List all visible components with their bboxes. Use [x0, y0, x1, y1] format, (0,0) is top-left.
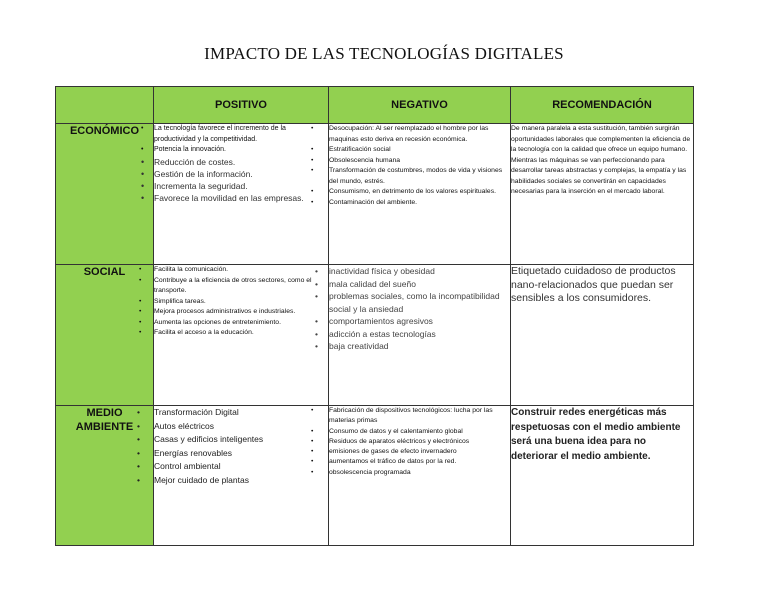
list-item: • La tecnología favorece el incremento de la productividad y la competitividad. — [154, 124, 328, 145]
list-item: • Residuos de aparatos eléctricos y electrónicos — [329, 437, 510, 447]
row-label-social: SOCIAL — [56, 265, 154, 406]
list-item: • Reducción de costes. — [154, 156, 328, 168]
cell-medio-ambiente-recomendacion: Construir redes energéticas más respetuosas con el medio ambiente será una buena idea para no deteriorar el medio ambiente. — [511, 406, 694, 546]
list-item: • comportamientos agresivos — [329, 315, 510, 328]
cell-economico-negativo — [329, 124, 511, 265]
cell-social-recomendacion: Etiquetado cuidadoso de productos nano-relacionados que puedan ser sensibles a los consumidores. — [511, 265, 694, 406]
list-item: • Fabricación de dispositivos tecnológicos: lucha por las materias primas — [329, 406, 510, 427]
row-label-line: MEDIO — [86, 407, 123, 419]
list-item: • aumentamos el tráfico de datos por la red. — [329, 457, 510, 467]
list-item: • Desocupación: Al ser reemplazado el hombre por las maquinas esto deriva en recesión económica. — [329, 124, 510, 145]
list-item: • Simplifica tareas. — [154, 297, 328, 308]
list-item: • Transformación de costumbres, modos de vida y visiones del mundo, estrés. — [329, 166, 510, 187]
list-item: • Favorece la movilidad en las empresas. — [154, 192, 328, 204]
list-item: • Potencia la innovación. — [154, 145, 328, 156]
list-item: • inactividad física y obesidad — [329, 265, 510, 278]
list-item: • mala calidad del sueño — [329, 278, 510, 291]
list-item: • Aumenta las opciones de entretenimiento. — [154, 318, 328, 329]
list-item: • adicción a estas tecnologías — [329, 328, 510, 341]
list-item: • obsolescencia programada — [329, 468, 510, 478]
list-item: • Incrementa la seguridad. — [154, 180, 328, 192]
table-row-social — [56, 265, 694, 406]
row-label-line: AMBIENTE — [75, 421, 134, 433]
cell-social-negativo — [329, 265, 511, 406]
impact-table — [55, 86, 694, 546]
list-item: • Obsolescencia humana — [329, 156, 510, 167]
list-item: • Mejora procesos administrativos e industriales. — [154, 307, 328, 318]
list-item: • Transformación Digital — [154, 406, 328, 420]
header-positivo: POSITIVO — [154, 87, 329, 124]
list-item: • Estratificación social — [329, 145, 510, 156]
list-item: • Contribuye a la eficiencia de otros sectores, como el transporte. — [154, 276, 328, 297]
row-label-economico: ECONÓMICO — [56, 124, 154, 265]
cell-social-positivo — [154, 265, 329, 406]
cell-medio-ambiente-positivo — [154, 406, 329, 546]
list-item: • Gestión de la información. — [154, 168, 328, 180]
cell-economico-positivo — [154, 124, 329, 265]
table-header-row — [56, 87, 694, 124]
list-item: • baja creatividad — [329, 340, 510, 353]
list-item: • problemas sociales, como la incompatibilidad social y la ansiedad — [329, 290, 510, 315]
list-item: • Casas y edificios inteligentes — [154, 433, 328, 447]
list-item: • Energías renovables — [154, 447, 328, 461]
list-item: • Contaminación del ambiente. — [329, 198, 510, 209]
header-recomendacion: RECOMENDACIÓN — [511, 87, 694, 124]
table-row-economico — [56, 124, 694, 265]
list-item: • emisiones de gases de efecto invernadero — [329, 447, 510, 457]
list-item: • Facilita el acceso a la educación. — [154, 328, 328, 339]
page-title: IMPACTO DE LAS TECNOLOGÍAS DIGITALES — [204, 44, 564, 63]
table-row-medio-ambiente — [56, 406, 694, 546]
list-item: • Control ambiental — [154, 460, 328, 474]
list-item: • Consumismo, en detrimento de los valores espirituales. — [329, 187, 510, 198]
header-negativo: NEGATIVO — [329, 87, 511, 124]
cell-economico-recomendacion: De manera paralela a esta sustitución, también surgirán oportunidades laborales que complementen la eficiencia de la tecnología con la calidad que ofrece un equipo humano. Mientras las máquinas se van perfeccionando para desarrollar tareas abstractas y complejas, la empatía y las habilidades sociales se convertirán en capacidades necesarias para la inserción en el mercado laboral. — [511, 124, 694, 265]
list-item: • Mejor cuidado de plantas — [154, 474, 328, 488]
cell-medio-ambiente-negativo — [329, 406, 511, 546]
list-item: • Consumo de datos y el calentamiento global — [329, 427, 510, 437]
header-empty — [56, 87, 154, 124]
list-item: • Autos eléctricos — [154, 420, 328, 434]
list-item: • Facilita la comunicación. — [154, 265, 328, 276]
